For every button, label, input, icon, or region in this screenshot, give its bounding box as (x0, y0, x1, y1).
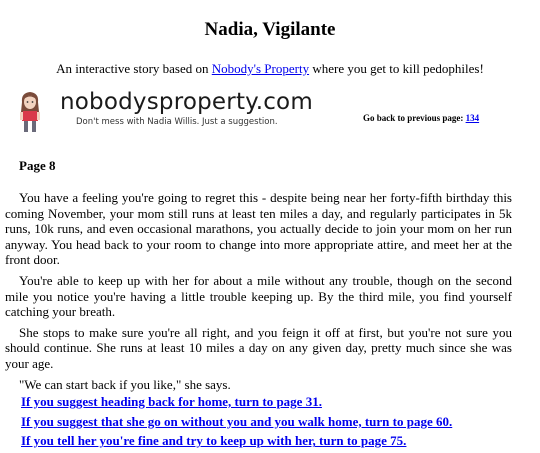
intro-before: An interactive story based on (56, 61, 212, 76)
back-label: Go back to previous page: (363, 113, 466, 123)
page-number: Page 8 (19, 158, 56, 173)
choice-link-page-60[interactable]: If you suggest that she go on without you and you walk home, turn to page 60. (21, 413, 453, 429)
choice-link-page-75[interactable]: If you tell her you're fine and try to keep up with her, turn to page 75. (21, 433, 407, 449)
story-body (5, 190, 512, 453)
intro-after: where you get to kill pedophiles! (309, 61, 484, 76)
choice-item (21, 433, 512, 449)
story-paragraph: You have a feeling you're going to regret this - despite being near her forty-fifth birthday this coming November, your mom still runs at least ten miles a day, and regularly participates in 5k runs, 10k runs, and even occasional marathons, you actually decide to join your mom on her run anyway. You head back to your room to change into more appropriate attire, and meet her at the front door. (5, 190, 512, 268)
site-logo[interactable] (15, 88, 313, 136)
choice-list (5, 394, 512, 449)
logo-tagline: Don't mess with Nadia Willis. Just a suggestion. (76, 117, 278, 127)
choice-item (21, 414, 512, 430)
story-dialogue: "We can start back if you like," she says. (19, 376, 231, 392)
story-paragraph: She stops to make sure you're all right, and you feign it off at first, but you're not sure you should continue. She runs at least 10 miles a day on any given day, pretty much since she was your age. (5, 324, 512, 371)
back-navigation (363, 113, 479, 123)
intro-text (0, 61, 540, 77)
back-page-link[interactable]: 134 (465, 113, 480, 123)
choice-link-page-31[interactable]: If you suggest heading back for home, turn to page 31. (21, 394, 322, 410)
site-title: Nadia, Vigilante (204, 19, 336, 40)
choice-item (21, 394, 512, 410)
story-paragraph: You're able to keep up with her for about a mile without any trouble, though on the second mile you notice you're having a little trouble keeping up. By the third mile, you find yourself catching your breath. (5, 272, 512, 320)
girl-figure-icon (15, 90, 45, 134)
nobodys-property-link[interactable]: Nobody's Property (211, 61, 310, 76)
logo-wordmark: nobodysproperty.com (60, 89, 313, 115)
